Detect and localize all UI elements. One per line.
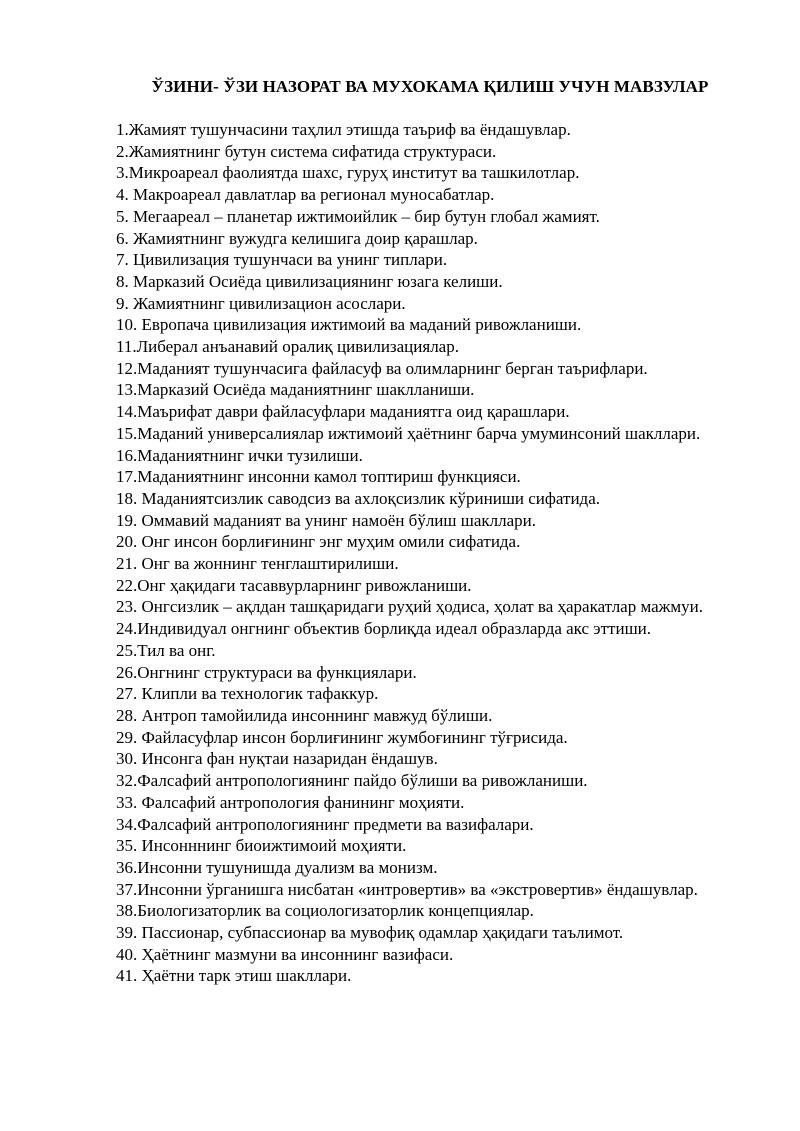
list-item: 11.Либерал анъанавий оралиқ цивилизациялар. <box>116 337 459 357</box>
list-item: 26.Онгнинг структураси ва функциялари. <box>116 662 417 682</box>
list-item: 9. Жамиятнинг цивилизацион асослари. <box>116 293 406 313</box>
list-item: 27. Клипли ва технологик тафаккур. <box>116 684 379 704</box>
list-item: 40. Ҳаётнинг мазмуни ва инсоннинг вазифаси. <box>116 944 454 964</box>
page-title: ЎЗИНИ- ЎЗИ НАЗОРАТ ВА МУХОКАМА ҚИЛИШ УЧУН МАВЗУЛАР <box>151 77 709 96</box>
list-item: 41. Ҳаётни тарк этиш шакллари. <box>116 966 352 986</box>
list-item: 16.Маданиятнинг ички тузилиши. <box>116 445 363 465</box>
list-item: 25.Тил ва онг. <box>116 640 216 660</box>
list-item: 24.Индивидуал онгнинг объектив борлиқда идеал образларда акс эттиши. <box>116 619 652 639</box>
list-item: 19. Оммавий маданият ва унинг намоён бўлиш шакллари. <box>116 510 537 530</box>
list-item: 3.Микроареал фаолиятда шахс, гуруҳ институт ва ташкилотлар. <box>116 163 580 183</box>
list-item: 7. Цивилизация тушунчаси ва унинг типлари. <box>116 250 448 270</box>
list-item: 10. Европача цивилизация ижтимоий ва маданий ривожланиши. <box>116 315 582 335</box>
list-item: 18. Маданиятсизлик саводсиз ва ахлоқсизлик кўриниши сифатида. <box>116 488 600 508</box>
list-item: 17.Маданиятнинг инсонни камол топтириш функцияси. <box>116 467 521 487</box>
list-item: 5. Мегаареал – планетар ижтимоийлик – бир бутун глобал жамият. <box>116 206 600 226</box>
list-item: 28. Антроп тамойилида инсоннинг мавжуд бўлиши. <box>116 705 493 725</box>
list-item: 39. Пассионар, субпассионар ва мувофиқ одамлар ҳақидаги таълимот. <box>116 923 624 943</box>
list-item: 12.Маданият тушунчасига файласуф ва олимларнинг берган таърифлари. <box>116 358 648 378</box>
list-item: 6. Жамиятнинг вужудга келишига доир қарашлар. <box>116 228 478 248</box>
list-item: 38.Биологизаторлик ва социологизаторлик концепциялар. <box>116 901 534 921</box>
list-item: 22.Онг ҳақидаги тасаввурларнинг ривожланиши. <box>116 575 472 595</box>
list-item: 33. Фалсафий антропология фанининг моҳияти. <box>116 792 465 812</box>
list-item: 20. Онг инсон борлиғининг энг муҳим омили сифатида. <box>116 532 521 552</box>
list-item: 13.Марказий Осиёда маданиятнинг шаклланиши. <box>116 380 475 400</box>
list-item: 30. Инсонга фан нуқтаи назаридан ёндашув. <box>116 749 438 769</box>
list-item: 23. Онгсизлик – ақлдан ташқаридаги руҳий ҳодиса, ҳолат ва ҳаракатлар мажмуи. <box>116 597 704 617</box>
list-item: 29. Файласуфлар инсон борлиғининг жумбоғининг тўғрисида. <box>116 727 568 747</box>
list-item: 35. Инсонннинг биоижтимоий моҳияти. <box>116 836 407 856</box>
list-item: 21. Онг ва жоннинг тенглаштирилиши. <box>116 554 399 574</box>
list-item: 1.Жамият тушунчасини таҳлил этишда таъриф ва ёндашувлар. <box>116 120 571 139</box>
list-item: 32.Фалсафий антропологиянинг пайдо бўлиши ва ривожланиши. <box>116 771 588 791</box>
list-item: 14.Маърифат даври файласуфлари маданиятга оид қарашлари. <box>116 402 570 422</box>
list-item: 15.Маданий универсалиялар ижтимоий ҳаётнинг барча умуминсоний шакллари. <box>116 423 701 443</box>
list-item: 37.Инсонни ўрганишга нисбатан «интровертив» ва «экстровертив» ёндашувлар. <box>116 879 698 899</box>
list-item: 34.Фалсафий антропологиянинг предмети ва вазифалари. <box>116 814 534 834</box>
list-item: 4. Макроареал давлатлар ва регионал муносабатлар. <box>116 185 495 205</box>
list-item: 36.Инсонни тушунишда дуализм ва монизм. <box>116 857 438 877</box>
list-item: 8. Марказий Осиёда цивилизациянинг юзага келиши. <box>116 271 503 291</box>
list-item: 2.Жамиятнинг бутун система сифатида структураси. <box>116 141 497 161</box>
topic-list <box>116 119 742 987</box>
